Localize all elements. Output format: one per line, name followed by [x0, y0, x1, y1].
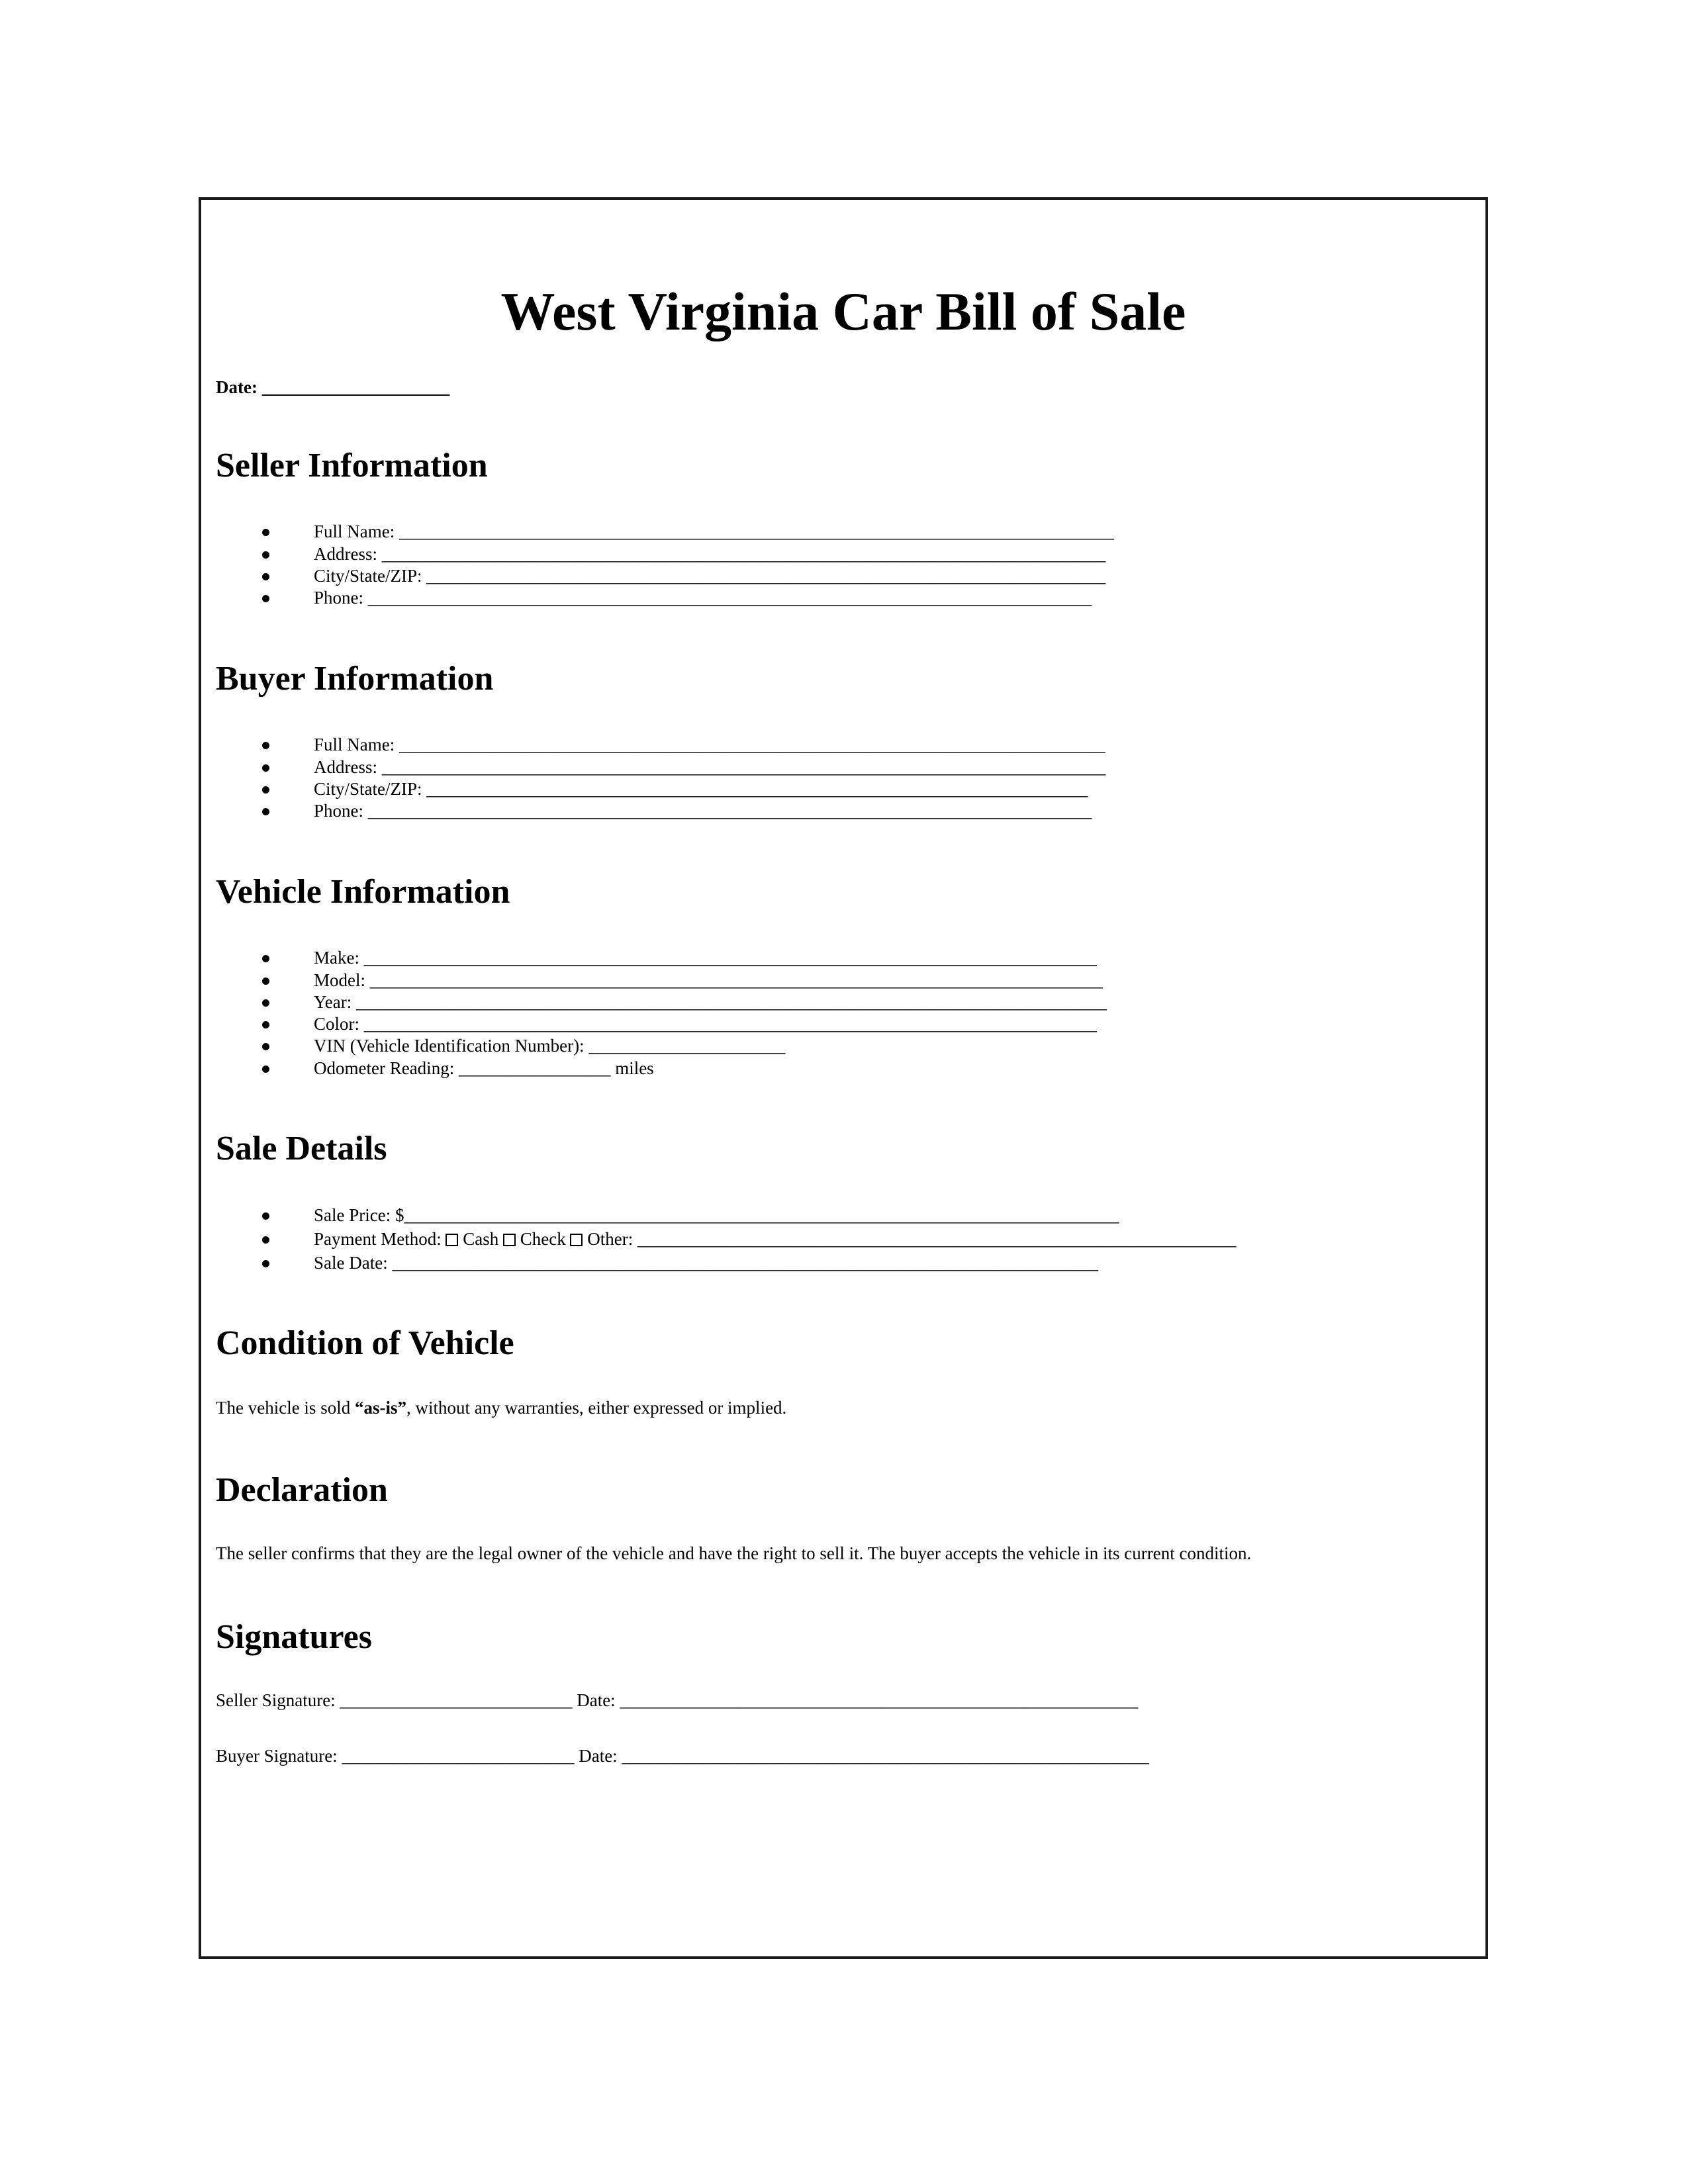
buyer-full-name-field[interactable]: Full Name: _______________________________________________________________________________: [201, 733, 228, 756]
cash-checkbox[interactable]: [445, 1234, 458, 1246]
document-date-field[interactable]: Date: _____________________: [216, 377, 450, 397]
bullet-icon: [262, 978, 269, 985]
bullet-icon: [262, 1260, 269, 1267]
seller-address-field[interactable]: Address: _________________________________________________________________________________: [201, 543, 228, 565]
sale-date-field[interactable]: Sale Date: _______________________________________________________________________________: [201, 1251, 228, 1274]
vehicle-model-field[interactable]: Model: __________________________________________________________________________________: [201, 969, 228, 991]
payment-method-row: [201, 1228, 1237, 1250]
seller-section-heading: Seller Information: [216, 447, 488, 484]
declaration-statement: The seller confirms that they are the legal owner of the vehicle and have the right to sell it. The buyer accepts the vehicle in its current condition.: [216, 1543, 1252, 1563]
buyer-signature-line[interactable]: Buyer Signature: __________________________ Date: ___________________________________________________________: [216, 1746, 1149, 1766]
buyer-phone-field[interactable]: Phone: _________________________________________________________________________________: [201, 799, 228, 822]
seller-full-name-field[interactable]: Full Name: ________________________________________________________________________________: [201, 520, 228, 543]
check-checkbox[interactable]: [503, 1234, 516, 1246]
vehicle-make-field[interactable]: Make: __________________________________________________________________________________: [201, 946, 228, 969]
bullet-icon: [262, 999, 269, 1007]
condition-section-heading: Condition of Vehicle: [216, 1324, 514, 1362]
seller-city-state-zip-field[interactable]: City/State/ZIP: ____________________________________________________________________________: [201, 565, 228, 587]
bullet-icon: [262, 573, 269, 580]
document-title: West Virginia Car Bill of Sale: [500, 281, 1186, 341]
payment-method-label: Payment Method:: [314, 1229, 446, 1249]
bullet-icon: [262, 955, 269, 962]
bullet-icon: [262, 1043, 269, 1050]
check-label: Check: [515, 1229, 571, 1249]
buyer-address-field[interactable]: Address: _________________________________________________________________________________: [201, 756, 228, 778]
bullet-icon: [262, 786, 269, 794]
vehicle-year-field[interactable]: Year: ____________________________________________________________________________________: [201, 991, 228, 1013]
vehicle-odometer-field[interactable]: Odometer Reading: _________________ miles: [201, 1057, 228, 1079]
vehicle-color-field[interactable]: Color: __________________________________________________________________________________: [201, 1013, 228, 1035]
bullet-icon: [262, 595, 269, 602]
buyer-city-state-zip-field[interactable]: City/State/ZIP: __________________________________________________________________________: [201, 778, 228, 800]
vehicle-section-heading: Vehicle Information: [216, 873, 510, 911]
seller-phone-field[interactable]: Phone: _________________________________________________________________________________: [201, 586, 228, 609]
buyer-section-heading: Buyer Information: [216, 660, 494, 698]
other-label-field[interactable]: Other: ___________________________________________________________________: [583, 1229, 1237, 1249]
sale-price-field[interactable]: Sale Price: $________________________________________________________________________________: [201, 1204, 228, 1226]
bill-of-sale-frame: [199, 197, 1488, 1959]
declaration-section-heading: Declaration: [216, 1471, 388, 1509]
bullet-icon: [262, 764, 269, 772]
bullet-icon: [262, 742, 269, 749]
signatures-section-heading: Signatures: [216, 1618, 372, 1656]
other-checkbox[interactable]: [570, 1234, 583, 1246]
bullet-icon: [262, 1066, 269, 1073]
bullet-icon: [262, 1021, 269, 1028]
seller-signature-line[interactable]: Seller Signature: __________________________ Date: __________________________________________________________: [216, 1690, 1139, 1710]
bullet-icon: [262, 551, 269, 559]
bullet-icon: [262, 808, 269, 815]
as-is-emphasis: “as-is”: [354, 1398, 406, 1418]
vehicle-vin-field[interactable]: VIN (Vehicle Identification Number): ______________________: [201, 1034, 228, 1057]
bullet-icon: [262, 529, 269, 536]
bullet-icon: [262, 1212, 269, 1220]
condition-statement: The vehicle is sold “as-is”, without any warranties, either expressed or implied.: [216, 1398, 787, 1418]
cash-label: Cash: [458, 1229, 503, 1249]
bullet-icon: [262, 1236, 269, 1244]
sale-section-heading: Sale Details: [216, 1130, 387, 1167]
